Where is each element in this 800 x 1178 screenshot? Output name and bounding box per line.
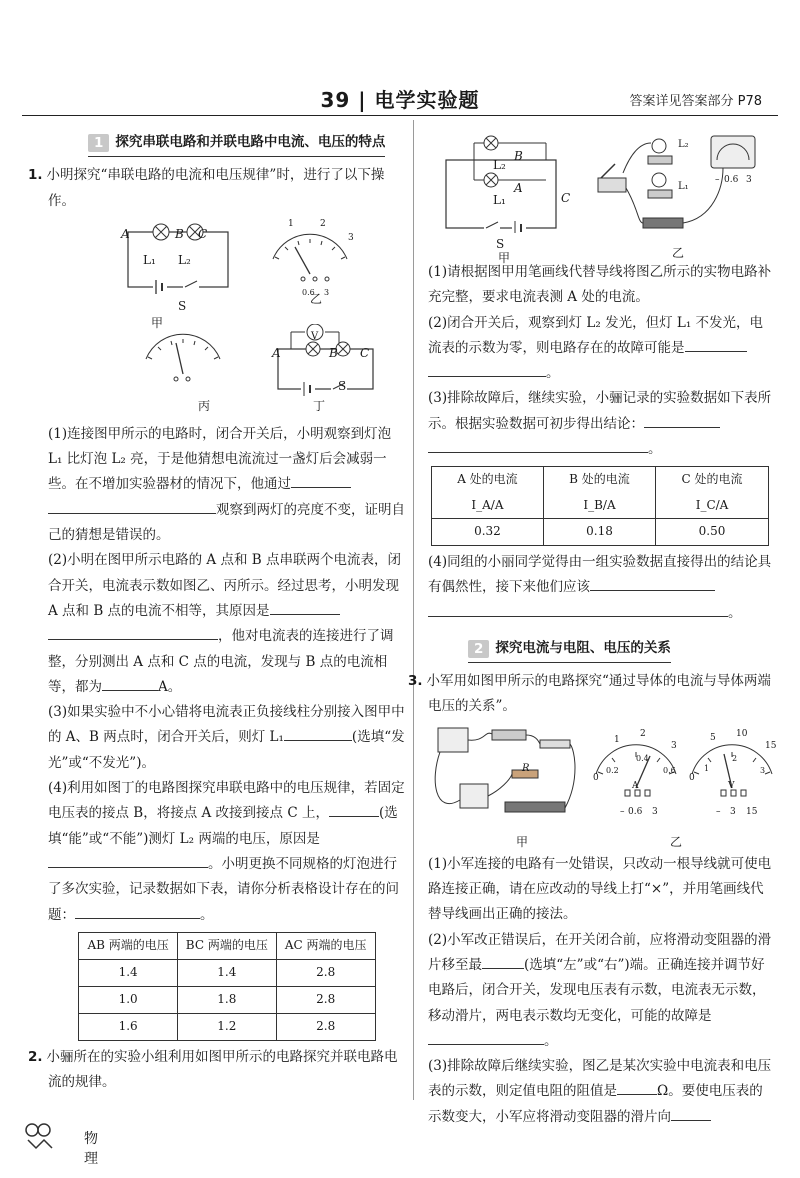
left-column xyxy=(28,130,406,1095)
section-number: 2 xyxy=(468,640,489,658)
answer-blank[interactable] xyxy=(428,1029,544,1045)
section-2-heading xyxy=(468,636,671,663)
answer-blank[interactable] xyxy=(329,801,379,817)
table-row: 0.32 0.18 0.50 xyxy=(432,518,769,545)
answer-blank[interactable] xyxy=(270,599,340,615)
table-row: 1.4 1.4 2.8 xyxy=(79,959,375,986)
table-header: BC 两端的电压 xyxy=(177,932,276,959)
answer-blank[interactable] xyxy=(644,412,720,428)
q2-intro: 2. 小骊所在的实验小组利用如图甲所示的电路探究并联电路电流的规律。 xyxy=(28,1048,398,1091)
q1-data-table xyxy=(78,932,375,1041)
answer-blank[interactable] xyxy=(428,437,648,453)
section-title: 探究电流与电阻、电压的关系 xyxy=(495,639,671,656)
q2-data-table xyxy=(431,466,769,546)
table-row: 1.6 1.2 2.8 xyxy=(79,1013,375,1040)
page-header xyxy=(0,84,800,114)
q1-ammeter-yi xyxy=(265,229,355,284)
answer-blank[interactable] xyxy=(291,472,351,488)
section-number: 1 xyxy=(88,134,109,152)
table-header: A 处的电流 I_A/A xyxy=(432,467,544,519)
page-title: 39 | 电学实验题 xyxy=(320,88,480,112)
q3-part2: (2)小军改正错误后，在开关闭合前，应将滑动变阻器的滑片移至最 (选填“左”或“右”)端。正确连接并调节好电路后，闭合开关，发现电压表有示数，电流表无示数，移动滑片，两电表示数均无变化，可能的故障是。 xyxy=(428,931,772,1049)
q1-part3: (3)如果实验中不小心错将电流表正负接线柱分别接入图甲中的 A、B 两点时，闭合开关后，则灯 L₁ (选填“发光”或“不发光”)。 xyxy=(48,704,405,771)
answer-blank[interactable] xyxy=(685,336,747,352)
answer-blank[interactable] xyxy=(482,953,524,969)
subject-label: 物理 xyxy=(84,1131,98,1167)
answer-blank[interactable] xyxy=(284,725,338,741)
q3-part1: (1)小军连接的电路有一处错误，只改动一根导线就可使电路连接正确，请在应改动的导线上打“×”，并用笔画线代替导线画出正确的接法。 xyxy=(428,855,772,923)
question-number: 1. xyxy=(28,167,43,184)
q2-part1: (1)请根据图甲用笔画线代替导线将图乙所示的实物电路补充完整，要求电流表测 A 处的电流。 xyxy=(428,264,772,306)
right-column xyxy=(408,128,777,1130)
header-rule xyxy=(22,115,778,116)
q3-intro: 3. 小军用如图甲所示的电路探究“通过导体的电流与导体两端电压的关系”。 xyxy=(408,673,771,715)
answer-blank[interactable] xyxy=(338,725,352,741)
q1-ammeter-bing xyxy=(138,329,228,384)
answer-blank[interactable] xyxy=(102,675,158,691)
q1-figures: A B C L₁ L₂ S 甲 1 2 3 0.6 3 乙 丙 V A B C S 丁 xyxy=(48,214,406,422)
q3-figures: R 甲 1 2 3 0 0.2 0.4 0.6 A – 0.6 3 乙 5 10 15 0 1 2 3 V – 3 15 xyxy=(428,720,772,852)
section-title: 探究串联电路和并联电路中电流、电压的特点 xyxy=(115,134,386,150)
q2-part3: (3)排除故障后，继续实验，小骊记录的实验数据如下表所示。根据实验数据可初步得出结论：。 xyxy=(428,390,772,458)
table-header: AC 两端的电压 xyxy=(276,932,375,959)
answer-blank[interactable] xyxy=(428,601,728,617)
answer-blank[interactable] xyxy=(48,624,218,640)
question-number: 3. xyxy=(408,673,423,690)
table-row: 1.0 1.8 2.8 xyxy=(79,986,375,1013)
q2-part4: (4)同组的小丽同学觉得由一组实验数据直接得出的结论具有偶然性，接下来他们应该。 xyxy=(428,553,772,621)
answer-blank[interactable] xyxy=(671,1105,711,1121)
q2-figures: L₂ B A L₁ C S 甲 L₂ L₁ – 0.6 3 乙 xyxy=(428,128,772,260)
section-1-heading xyxy=(88,130,385,157)
column-divider xyxy=(413,120,414,1100)
q3-physical-circuit-jia xyxy=(430,720,580,835)
q1-part4: (4)利用如图丁的电路图探究串联电路中的电压规律，若固定电压表的接点 B，将接点 A 改接到接点 C 上， (选填“能”或“不能”)测灯 L₂ 两端的电压，原因是。小明更换不同规格的灯泡进行了多次实验，记录数据如下表，请你分析表格设计存在的问题： 。 xyxy=(48,780,405,923)
q2-part2: (2)闭合开关后，观察到灯 L₂ 发光，但灯 L₁ 不发光，电流表的示数为零，则电路存在的故障可能是。 xyxy=(428,314,764,382)
answer-blank[interactable] xyxy=(617,1079,657,1095)
q2-circuit-jia xyxy=(436,128,566,233)
answer-blank[interactable] xyxy=(48,498,216,514)
q1-part2: (2)小明在图甲所示电路的 A 点和 B 点串联两个电流表，闭合开关，电流表示数如图乙、丙所示。经过思考，小明发现 A 点和 B 点的电流不相等，其原因是，他对电流表的连接进行了调整，分别测出 A 点和 C 点的电流，发现与 B 点的电流相等，都为 A。 xyxy=(48,552,401,695)
q1-intro: 1. 小明探究“串联电路的电流和电压规律”时，进行了以下操作。 xyxy=(28,167,385,209)
q1-part1: (1)连接图甲所示的电路时，闭合开关后，小明观察到灯泡 L₁ 比灯泡 L₂ 亮，于是他猜想电流流过一盏灯后会减弱一些。在不增加实验器材的情况下，他通过观察到两灯的亮度不变，证明自己的猜想是错误的。 xyxy=(48,425,405,544)
table-header: C 处的电流 I_C/A xyxy=(656,467,769,519)
question-number: 2. xyxy=(28,1048,43,1065)
answer-note: 答案详见答案部分 P78 xyxy=(629,94,762,109)
q3-part3: (3)排除故障后继续实验，图乙是某次实验中电流表和电压表的示数，则定值电阻的阻值是 Ω。要使电压表的示数变大，小军应将滑动变阻器的滑片向 xyxy=(428,1058,772,1125)
publisher-logo-icon xyxy=(22,1120,64,1150)
answer-blank[interactable] xyxy=(75,903,200,919)
table-header: AB 两端的电压 xyxy=(79,932,177,959)
answer-blank[interactable] xyxy=(428,361,546,377)
answer-blank[interactable] xyxy=(590,575,715,591)
answer-blank[interactable] xyxy=(48,852,208,868)
table-header: B 处的电流 I_B/A xyxy=(543,467,655,519)
